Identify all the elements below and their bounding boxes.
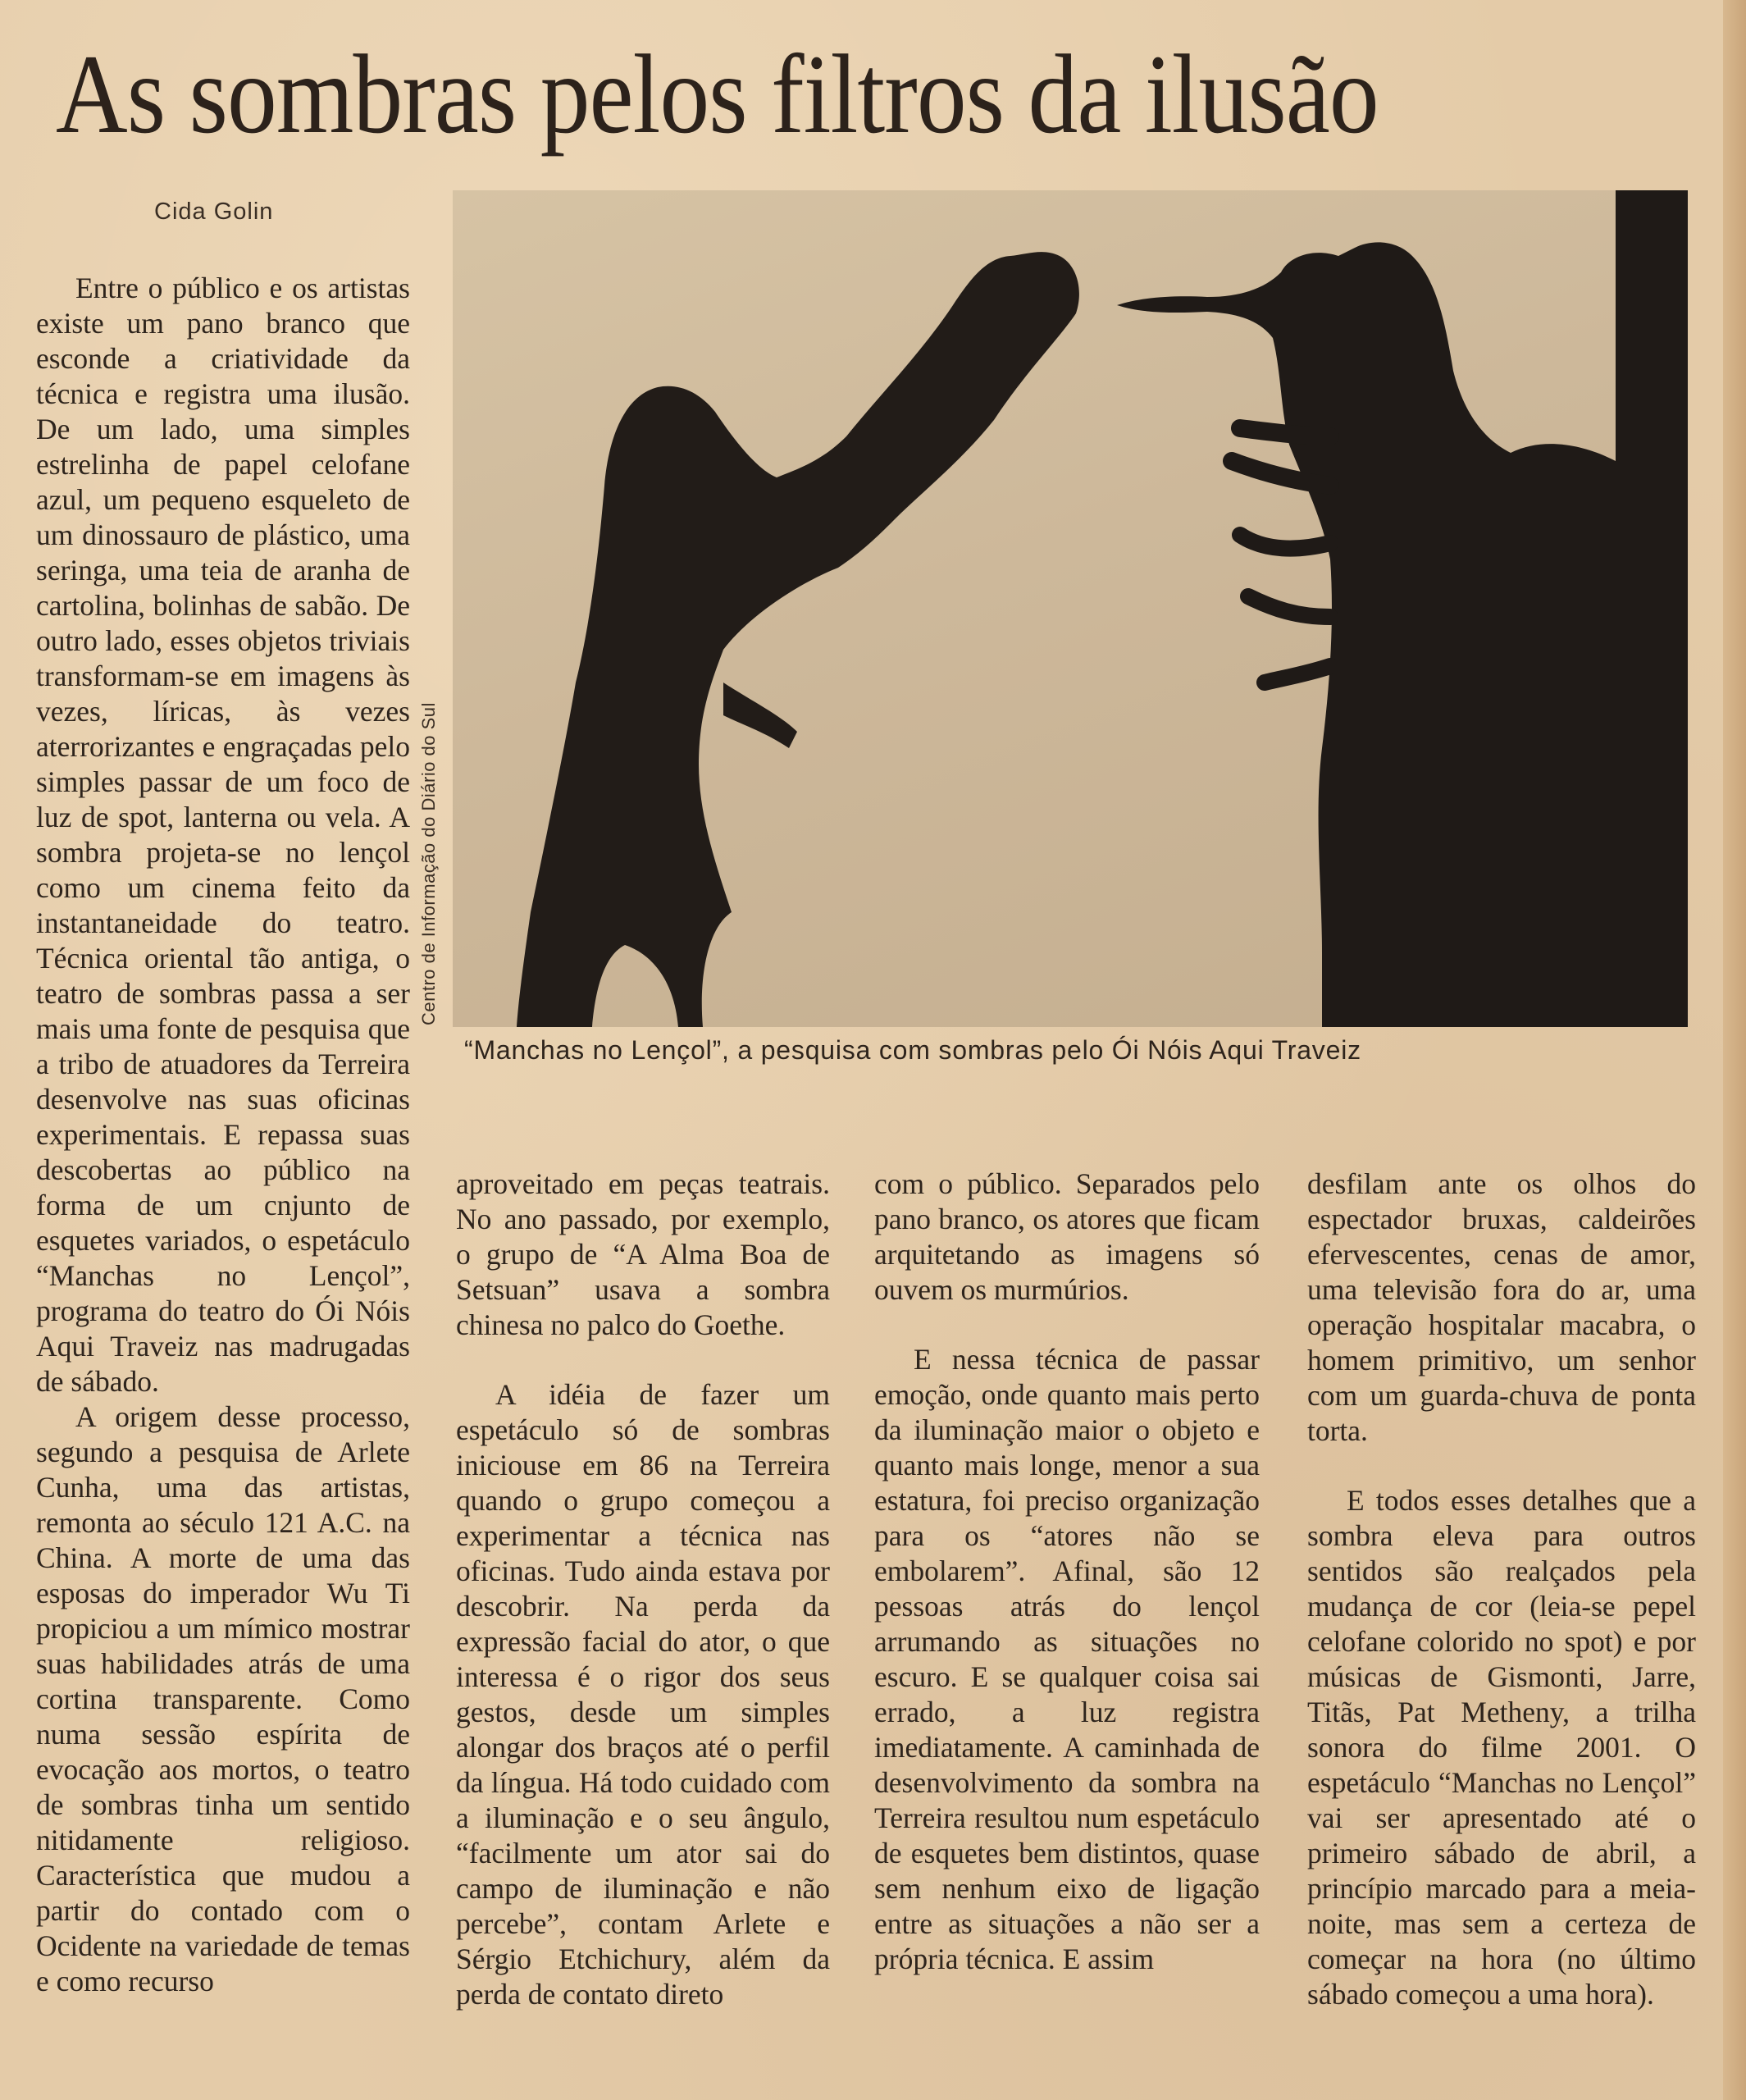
paragraph: E todos esses detalhes que a sombra eleva para outros sentidos são realçados pela mudança de cor (leia-se pepel celofane colorido no spot) e por músicas de Gismonti, Jarre, Titãs, Pat Metheny, a trilha sonora do filme 2001. O espetáculo “Manchas no Lençol” vai ser apresentado até o primeiro sábado de abril, a princípio marcado para a meia-noite, mas sem a certeza de começar na hora (no último sábado começou a uma hora). bbox=[1307, 1484, 1696, 2011]
paragraph: A origem desse processo, segundo a pesquisa de Arlete Cunha, uma das artistas, remonta ao século 121 A.C. na China. A morte de uma das esposas do imperador Wu Ti propiciou a um mímico mostrar suas habilidades atrás de uma cortina transparente. Como numa sessão espírita de evocação aos mortos, o teatro de sombras tinha um sentido nitidamente religioso. Característica que mudou a partir do contado com o Ocidente na variedade de temas e como recurso bbox=[36, 1400, 410, 1997]
photo-credit: Centro de Informação do Diário do Sul bbox=[418, 702, 439, 1025]
paragraph: com o público. Separados pelo pano branco, os atores que ficam arquitetando as imagens só ouvem os murmúrios. bbox=[874, 1167, 1260, 1306]
clipping-edge bbox=[1723, 0, 1746, 2100]
headline: As sombras pelos filtros da ilusão bbox=[56, 31, 1379, 157]
paragraph: Entre o público e os artistas existe um pano branco que esconde a criatividade da técnica e registra uma ilusão. De um lado, uma simples estrelinha de papel celofane azul, um pequeno esqueleto de um dinossauro de plástico, uma seringa, uma teia de aranha de cartolina, bolinhas de sabão. De outro lado, esses objetos triviais transformam-se em imagens às vezes, líricas, às vezes aterrorizantes e engraçadas pelo simples passar de um foco de luz de spot, lanterna ou vela. A sombra projeta-se no lençol como um cinema feito da instantaneidade do teatro. Técnica oriental tão antiga, o teatro de sombras passa a ser mais uma fonte de pesquisa que a tribo de atuadores da Terreira desenvolve nas suas oficinas experimentais. E repassa suas descobertas ao público na forma de um cnjunto de esquetes variados, o espetáculo “Manchas no Lençol”, programa do teatro do Ói Nóis Aqui Traveiz nas madrugadas de sábado. bbox=[36, 272, 410, 1398]
paragraph: A idéia de fazer um espetáculo só de sombras iniciouse em 86 na Terreira quando o grupo começou a experimentar a técnica nas oficinas. Tudo ainda estava por descobrir. Na perda da expressão facial do ator, o que interessa é o rigor dos seus gestos, desde um simples alongar dos braços até o perfil da língua. Há todo cuidado com a iluminação e o seu ângulo, “facilmente um ator sai do campo de iluminação e não percebe”, contam Arlete e Sérgio Etchichury, além da perda de contato direto bbox=[456, 1378, 830, 2011]
byline: Cida Golin bbox=[154, 199, 274, 225]
article-column-4 bbox=[1307, 1166, 1696, 2012]
paragraph: desfilam ante os olhos do espectador bruxas, caldeirões efervescentes, cenas de amor, uma televisão fora do ar, uma operação hospitalar macabra, o homem primitivo, um senhor com um guarda-chuva de ponta torta. bbox=[1307, 1167, 1696, 1447]
article-column-1 bbox=[36, 271, 410, 1999]
photo-caption: “Manchas no Lençol”, a pesquisa com sombras pelo Ói Nóis Aqui Traveiz bbox=[464, 1035, 1361, 1065]
paragraph: E nessa técnica de passar emoção, onde quanto mais perto da iluminação maior o objeto e quanto mais longe, menor a sua estatura, foi preciso organização para os “atores não se embolarem”. Afinal, são 12 pessoas atrás do lençol arrumando as situações no escuro. E se qualquer coisa sai errado, a luz registra imediatamente. A caminhada de desenvolvimento da sombra na Terreira resultou num espetáculo de esquetes bem distintos, quase sem nenhum eixo de ligação entre as situações a não ser a própria técnica. E assim bbox=[874, 1343, 1260, 1975]
shadow-theatre-photo bbox=[453, 190, 1688, 1027]
article-column-2 bbox=[456, 1166, 830, 2012]
article-column-3 bbox=[874, 1166, 1260, 1977]
paragraph: aproveitado em peças teatrais. No ano passado, por exemplo, o grupo de “A Alma Boa de Setsuan” usava a sombra chinesa no palco do Goethe. bbox=[456, 1167, 830, 1341]
shadow-silhouettes-image bbox=[453, 190, 1688, 1027]
